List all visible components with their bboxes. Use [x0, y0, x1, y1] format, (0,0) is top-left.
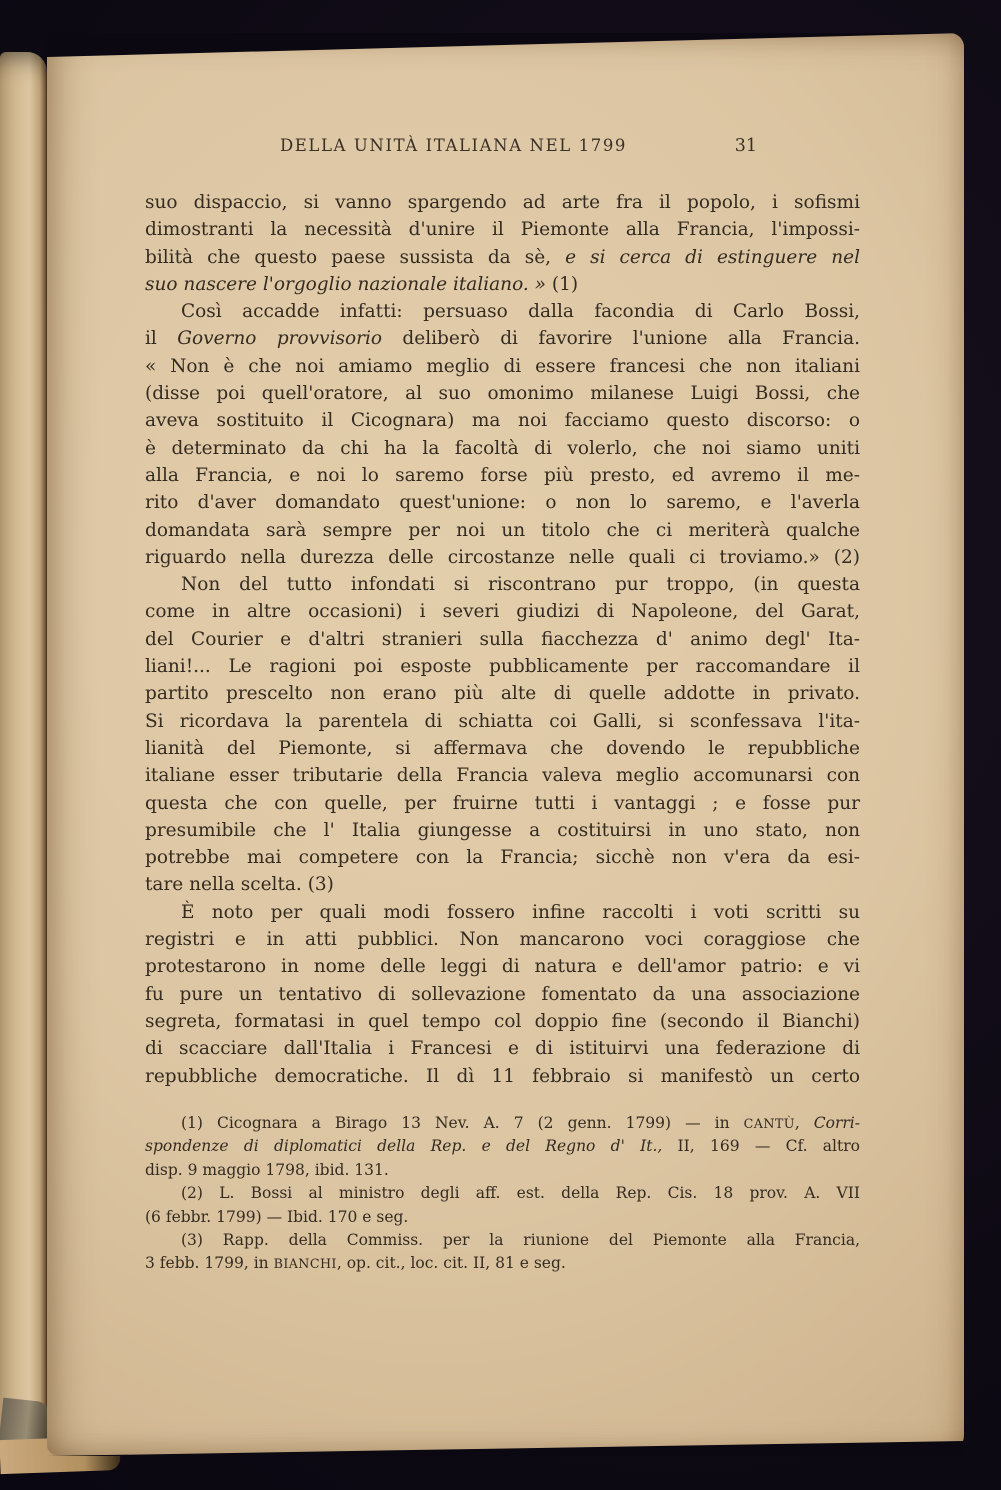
text-segment: repubbliche democratiche. Il dì 11 febbraio si manifestò un certo [145, 1065, 860, 1087]
text-line [145, 1252, 860, 1275]
text-line [145, 1008, 860, 1035]
text-segment: Si ricordava la parentela di schiatta coi Galli, si sconfessava l'ita- [145, 710, 860, 732]
text-line [145, 571, 860, 598]
text-segment: dimostranti la necessità d'unire il Piemonte alla Francia, l'impossi- [145, 219, 860, 241]
text-line [145, 489, 860, 516]
text-line [145, 1112, 860, 1135]
text-segment: (6 febbr. 1799) — Ibid. 170 e seg. [145, 1207, 409, 1226]
text-line [145, 953, 860, 980]
text-segment: domandata sarà sempre per noi un titolo che ci meriterà qualche [145, 519, 860, 541]
text-segment: e si cerca di estinguere nel [565, 246, 860, 268]
text-segment: rito d'aver domandato quest'unione: o non lo saremo, e l'averla [145, 492, 860, 514]
text-line [145, 899, 860, 926]
text-segment: alla Francia, e noi lo saremo forse più presto, ed avremo il me- [145, 464, 860, 486]
text-segment: (3) Rapp. della Commiss. per la riunione del Piemonte alla Francia, [181, 1231, 860, 1250]
text-segment: (1) Cicognara a Birago 13 Nev. A. 7 (2 genn. 1799) — in [181, 1114, 744, 1132]
text-segment: presumibile che l' Italia giungesse a costituirsi in uno stato, non [145, 819, 860, 841]
text-segment: di scacciare dall'Italia i Francesi e di istituirvi una federazione di [145, 1038, 860, 1060]
text-segment: « Non è che noi amiamo meglio di essere francesi che non italiani [145, 355, 860, 377]
text-segment: liani!... Le ragioni poi esposte pubblicamente per raccomandare il [145, 656, 860, 678]
text-line [145, 653, 860, 680]
text-line [145, 1063, 860, 1090]
text-segment: è determinato da chi ha la facoltà di volerlo, che noi siamo uniti [145, 437, 860, 459]
text-line [145, 790, 860, 817]
body-text [145, 189, 860, 1090]
text-segment: , op. cit., loc. cit. II, 81 e seg. [336, 1254, 566, 1273]
text-line [145, 926, 860, 953]
text-line [145, 216, 860, 243]
text-line [145, 517, 860, 544]
text-segment: fu pure un tentativo di sollevazione fomentato da una associazione [145, 983, 860, 1005]
text-segment: Governo provvisorio [177, 328, 383, 350]
text-segment: BIANCHI [273, 1256, 337, 1272]
text-line [145, 871, 860, 898]
text-segment: disp. 9 maggio 1798, ibid. 131. [145, 1160, 389, 1179]
text-segment: , [794, 1114, 814, 1132]
text-segment: riguardo nella durezza delle circostanze nelle quali ci troviamo.» (2) [145, 546, 860, 568]
text-segment: tare nella scelta. (3) [145, 874, 334, 896]
text-segment: Non del tutto infondati si riscontrano pur troppo, (in questa [181, 574, 860, 596]
text-line [145, 244, 860, 271]
text-line [145, 271, 860, 298]
text-line [145, 1182, 860, 1205]
text-segment: aveva sostituito il Cicognara) ma noi facciamo questo discorso: o [145, 410, 860, 432]
text-line [145, 680, 860, 707]
book-page [47, 33, 964, 1455]
text-line [145, 626, 860, 653]
text-segment: del Courier e d'altri stranieri sulla fiacchezza d' animo degl' Ita- [145, 628, 860, 650]
running-header [145, 136, 860, 160]
text-line [145, 762, 860, 789]
text-line [145, 1135, 860, 1158]
text-line [145, 462, 860, 489]
text-segment: Così accadde infatti: persuaso dalla facondia di Carlo Bossi, [181, 301, 860, 323]
text-line [145, 407, 860, 434]
text-segment: (disse poi quell'oratore, al suo omonimo milanese Luigi Bossi, che [145, 383, 860, 405]
text-line [145, 1229, 860, 1252]
text-segment: bilità che questo paese sussista da sè, [145, 246, 566, 268]
text-segment: II, 169 — Cf. altro [662, 1137, 860, 1156]
text-line [145, 981, 860, 1008]
text-segment: lianità del Piemonte, si affermava che dovendo le repubbliche [145, 737, 860, 759]
text-segment: deliberò di favorire l'unione alla Francia. [382, 328, 860, 350]
text-segment: il [145, 328, 178, 350]
text-segment: come in altre occasioni) i severi giudizi di Napoleone, del Garat, [145, 601, 860, 623]
text-segment: spondenze di diplomatici della Rep. e del Regno d' It., [145, 1137, 663, 1156]
text-line [145, 735, 860, 762]
text-segment: partito prescelto non erano più alte di quelle addotte in privato. [145, 683, 860, 705]
text-segment: È noto per quali modi fossero infine raccolti i voti scritti su [181, 901, 860, 923]
text-segment: (2) L. Bossi al ministro degli aff. est. della Rep. Cis. 18 prov. A. VII [181, 1184, 860, 1203]
text-segment: suo nascere l'orgoglio nazionale italiano. » [145, 273, 546, 295]
footnotes [145, 1112, 860, 1276]
page-title: DELLA UNITÀ ITALIANA NEL 1799 [279, 136, 628, 155]
text-segment: suo dispaccio, si vanno spargendo ad arte fra il popolo, i sofismi [145, 192, 860, 213]
text-segment: registri e in atti pubblici. Non mancarono voci coraggiose che [145, 929, 860, 951]
text-segment: questa che con quelle, per fruirne tutti i vantaggi ; e fosse pur [145, 792, 860, 814]
text-segment: potrebbe mai competere con la Francia; sicchè non v'era da esi- [145, 847, 860, 869]
text-line [145, 817, 860, 844]
page-content [145, 33, 860, 1455]
text-line [145, 435, 860, 462]
text-line [145, 708, 860, 735]
text-segment: italiane esser tributarie della Francia valeva meglio accomunarsi con [145, 765, 860, 787]
text-segment: segreta, formatasi in quel tempo col doppio fine (secondo il Bianchi) [145, 1010, 860, 1032]
text-line [145, 1159, 860, 1182]
text-line [145, 1206, 860, 1229]
text-segment: Corri- [813, 1114, 860, 1132]
facing-page-edge [0, 52, 47, 1444]
text-line [145, 325, 860, 352]
text-segment: CANTÙ [743, 1116, 795, 1131]
text-line [145, 544, 860, 571]
text-segment: (1) [546, 273, 579, 295]
page-number: 31 [734, 136, 757, 156]
text-line [145, 1035, 860, 1062]
text-line [145, 380, 860, 407]
text-line [145, 189, 860, 216]
text-segment: 3 febb. 1799, in [145, 1254, 274, 1273]
text-line [145, 353, 860, 380]
text-line [145, 598, 860, 625]
text-line [145, 298, 860, 325]
text-segment: protestarono in nome delle leggi di natura e dell'amor patrio: e vi [145, 956, 860, 978]
text-line [145, 844, 860, 871]
